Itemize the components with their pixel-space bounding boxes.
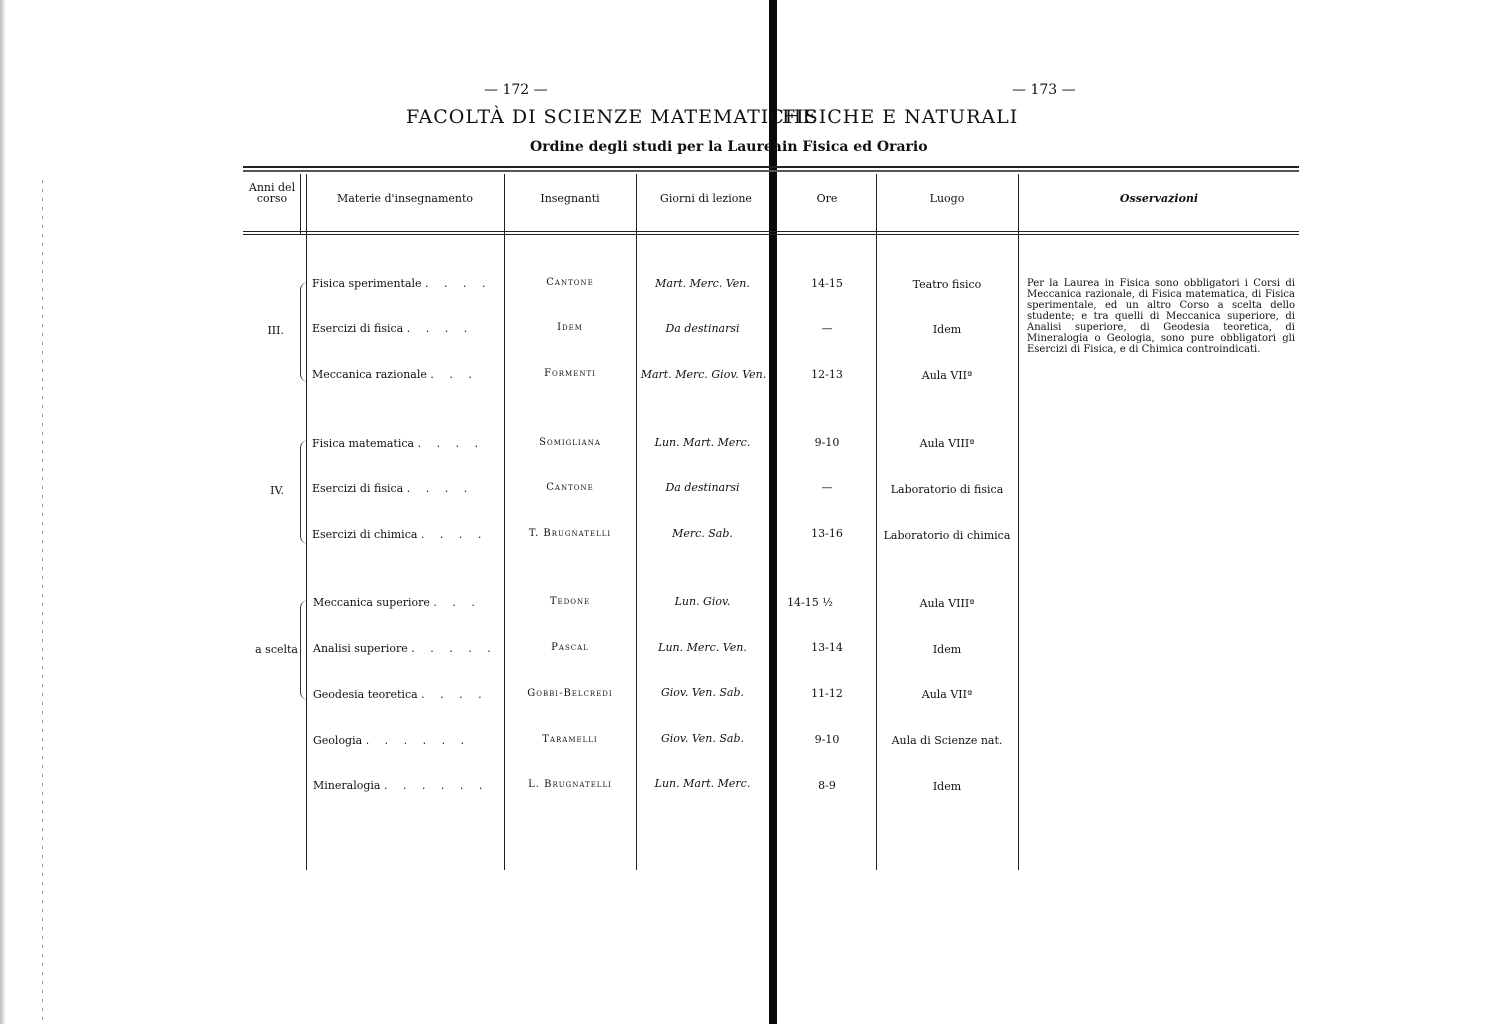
place-cell: Idem (932, 323, 962, 336)
subject-name: Meccanica superiore (313, 596, 430, 609)
leader-dots: . . . . (406, 322, 474, 335)
subject-name: Esercizi di chimica (312, 528, 418, 541)
place-cell: Aula VIIIª (919, 597, 975, 610)
top-double-rule-2 (243, 170, 1299, 172)
leader-dots: . . . . (406, 482, 474, 495)
teacher-cell: L. Brugnatelli (528, 779, 612, 790)
subject-name: Esercizi di fisica (312, 482, 404, 495)
subject-cell (312, 482, 473, 495)
days-cell: Lun. Merc. Ven. (658, 641, 747, 654)
subject-cell (313, 734, 470, 747)
teacher-cell: Pascal (551, 642, 589, 653)
days-cell: Giov. Ven. Sab. (661, 732, 744, 745)
hours-cell: 13-16 (811, 527, 843, 540)
days-cell: Lun. Giov. (674, 595, 731, 608)
header-ore: Ore (816, 192, 838, 205)
subject-cell (313, 688, 488, 701)
header-insegnanti: Insegnanti (540, 192, 600, 205)
place-cell: Aula VIIª (921, 369, 973, 382)
leader-dots: . . . . (417, 437, 485, 450)
leader-dots: . . . . . (411, 642, 497, 655)
year-label: IV. (270, 484, 284, 497)
hours-cell: 9-10 (814, 733, 840, 746)
leader-dots: . . . (433, 596, 481, 609)
leader-dots: . . . . . . (383, 779, 489, 792)
subject-name: Analisi superiore (313, 642, 408, 655)
teacher-cell: Taramelli (542, 734, 598, 745)
page-edge-shadow (0, 0, 6, 1024)
teacher-cell: Somigliana (539, 437, 601, 448)
days-cell: Da destinarsi (665, 481, 740, 494)
page-number-right: — 173 — (1012, 82, 1076, 98)
subtitle-right: in Fisica ed Orario (782, 139, 928, 155)
subject-cell (312, 528, 487, 541)
title-left: FACOLTÀ DI SCIENZE MATEMATICHE (406, 106, 818, 128)
subject-name: Geodesia teoretica (313, 688, 418, 701)
subject-name: Fisica sperimentale (312, 277, 422, 290)
subject-cell (312, 277, 492, 290)
days-cell: Mart. Merc. Giov. Ven. (640, 368, 767, 381)
leader-dots: . . . . (420, 528, 488, 541)
subject-name: Meccanica razionale (312, 368, 427, 381)
teacher-cell: Gobbi-Belcredi (527, 688, 613, 699)
hours-cell: 9-10 (814, 436, 840, 449)
subject-cell (313, 779, 488, 792)
col-line-1 (300, 174, 301, 234)
hours-cell: 14-15 (811, 277, 843, 290)
group-brace (300, 600, 309, 700)
header-rule (243, 231, 1299, 232)
place-cell: Aula VIIª (921, 688, 973, 701)
days-cell: Da destinarsi (665, 322, 740, 335)
header-rule-2 (243, 234, 1299, 235)
teacher-cell: Tedone (549, 596, 591, 607)
hours-cell: 12-13 (811, 368, 843, 381)
observations-text: Per la Laurea in Fisica sono obbligatori i Corsi di Meccanica razionale, di Fisica matematica, di Fisica sperimentale, ed un altro Corso a scelta dello studente; e tra quelli di Meccanica superiore, di Analisi superiore, di Geodesia teoretica, di Mineralogia o Geologia, sono pure obbligatori gli Esercizi di Fisica, e di Chimica controindicati. (1027, 278, 1295, 355)
leader-dots: . . . . (421, 688, 488, 701)
page-number-left: — 172 — (484, 82, 548, 98)
days-cell: Merc. Sab. (672, 527, 733, 540)
teacher-cell: Formenti (544, 368, 596, 379)
subject-cell (312, 322, 473, 335)
year-label: III. (267, 324, 284, 337)
days-cell: Lun. Mart. Merc. (654, 777, 751, 790)
place-cell: Idem (932, 780, 962, 793)
place-cell: Idem (932, 643, 962, 656)
place-cell: Laboratorio di fisica (890, 483, 1004, 496)
days-cell: Lun. Mart. Merc. (654, 436, 751, 449)
header-osservazioni: Osservazioni (1119, 192, 1199, 205)
col-line-6 (1018, 174, 1019, 870)
days-cell: Giov. Ven. Sab. (661, 686, 744, 699)
year-label: a scelta (255, 643, 298, 656)
header-giorni: Giorni di lezione (660, 192, 752, 205)
hours-cell: 8-9 (818, 779, 836, 792)
hours-cell: — (821, 481, 833, 494)
subject-cell (312, 437, 484, 450)
header-materie: Materie d'insegnamento (336, 192, 474, 205)
teacher-cell: T. Brugnatelli (528, 528, 612, 539)
place-cell: Laboratorio di chimica (883, 529, 1011, 542)
header-anni: Anni del corso (248, 181, 296, 205)
hours-cell: 14-15 ½ (787, 596, 833, 609)
teacher-cell: Idem (557, 322, 583, 333)
subject-cell (312, 368, 478, 381)
leader-dots: . . . . . . (365, 734, 471, 747)
hours-cell: 11-12 (811, 687, 843, 700)
title-right: FISICHE E NATURALI (782, 106, 1019, 128)
leader-dots: . . . (430, 368, 478, 381)
subject-name: Geologia (313, 734, 363, 747)
header-luogo: Luogo (929, 192, 965, 205)
subject-name: Mineralogia (313, 779, 381, 792)
group-brace (300, 282, 309, 382)
subject-cell (313, 596, 481, 609)
page-edge-grain (42, 180, 43, 1020)
place-cell: Aula di Scienze nat. (891, 734, 1003, 747)
hours-cell: 13-14 (811, 641, 843, 654)
leader-dots: . . . . (425, 277, 492, 290)
days-cell: Mart. Merc. Ven. (655, 277, 750, 290)
subject-name: Fisica matematica (312, 437, 415, 450)
teacher-cell: Cantone (546, 277, 594, 288)
group-brace (300, 440, 309, 544)
teacher-cell: Cantone (546, 482, 594, 493)
hours-cell: — (821, 322, 833, 335)
subtitle-left: Ordine degli studi per la Laurea (530, 139, 782, 155)
subject-name: Esercizi di fisica (312, 322, 404, 335)
place-cell: Teatro fisico (912, 278, 982, 291)
place-cell: Aula VIIIª (919, 437, 975, 450)
subject-cell (313, 642, 497, 655)
top-double-rule-1 (243, 166, 1299, 168)
